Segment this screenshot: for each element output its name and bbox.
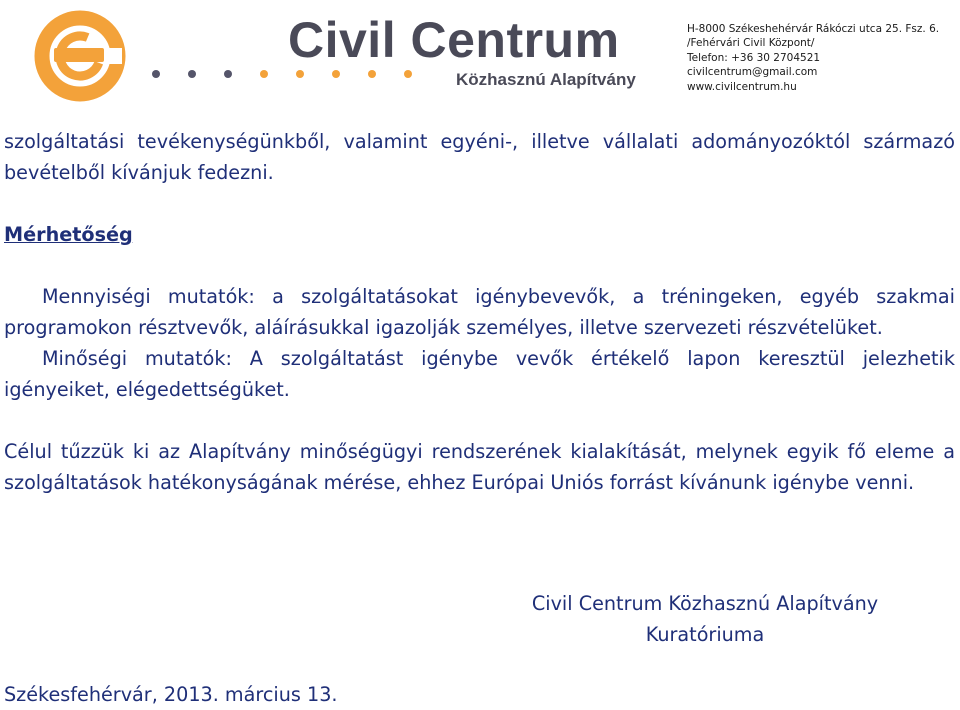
brand-name: Civil Centrum bbox=[288, 12, 620, 68]
contact-block bbox=[687, 22, 955, 94]
signature-board: Kuratóriuma bbox=[645, 623, 765, 646]
contact-email[interactable]: civilcentrum@gmail.com bbox=[687, 66, 818, 79]
quantity-indicators-paragraph: Mennyiségi mutatók: a szolgáltatásokat igénybevevők, a tréningeken, egyéb szakmai programokon résztvevők, aláírásukkal igazolják személyes, illetve szervezeti részvételüket. bbox=[4, 285, 955, 339]
signature-organization: Civil Centrum Közhasznú Alapítvány bbox=[531, 592, 879, 615]
intro-paragraph: szolgáltatási tevékenységünkből, valamint egyéni-, illetve vállalati adományozóktól származó bevételből kívánjuk fedezni. bbox=[4, 130, 955, 184]
contact-website[interactable]: www.civilcentrum.hu bbox=[687, 80, 797, 93]
contact-phone: Telefon: +36 30 2704521 bbox=[687, 51, 821, 64]
civil-centrum-logo-icon bbox=[32, 8, 128, 104]
place-and-date: Székesfehérvár, 2013. március 13. bbox=[4, 683, 338, 706]
signature-block bbox=[470, 588, 940, 650]
contact-address: H-8000 Székeshehérvár Rákóczi utca 25. Fsz. 6. bbox=[687, 23, 940, 35]
contact-building: /Fehérvári Civil Központ/ bbox=[687, 37, 815, 50]
letterhead bbox=[0, 0, 960, 112]
goal-paragraph: Célul tűzzük ki az Alapítvány minőségügyi rendszerének kialakítását, melynek egyik fő eleme a szolgáltatások hatékonyságának mérése, ehhez Európai Uniós forrást kívánunk igénybe venni. bbox=[4, 440, 955, 494]
document-body bbox=[4, 126, 955, 498]
section-heading: Mérhetőség bbox=[4, 223, 133, 246]
brand-subtitle: Közhasznú Alapítvány bbox=[456, 70, 636, 89]
quality-indicators-paragraph: Minőségi mutatók: A szolgáltatást igénybe vevők értékelő lapon keresztül jelezhetik igényeiket, elégedettségüket. bbox=[4, 347, 955, 401]
